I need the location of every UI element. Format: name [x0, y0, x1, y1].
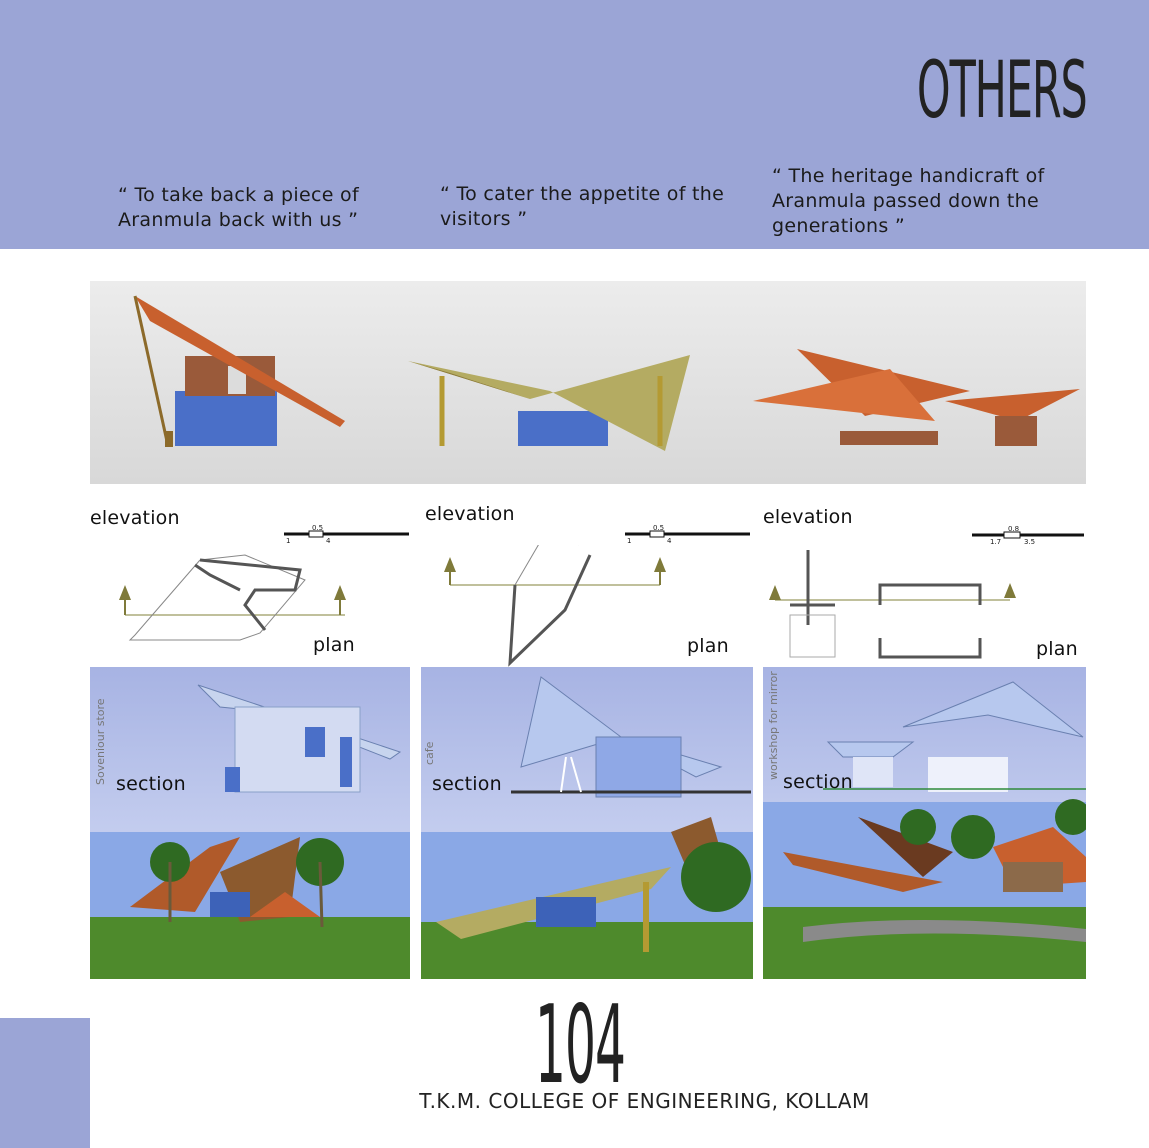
plan-label-workshop: plan	[1036, 638, 1078, 660]
elevation-workshop	[753, 349, 1080, 446]
elevation-cafe	[408, 355, 690, 451]
scale-tick-1: 1	[627, 537, 632, 545]
section-cafe-drawing	[421, 667, 753, 979]
elevation-souvenir-store	[135, 296, 345, 447]
elevation-label-workshop: elevation	[763, 506, 853, 528]
quote-workshop: “ The heritage handicraft of Aranmula passed down the generations ”	[772, 165, 1045, 237]
scale-tick-3: 4	[667, 537, 672, 545]
page-title: OTHERS	[917, 46, 1087, 136]
scale-tick-2: 0.5	[653, 524, 665, 532]
section-label-souvenir: section	[116, 773, 186, 795]
building-label-cafe: cafe	[423, 741, 436, 765]
section-label-workshop: section	[783, 771, 853, 793]
plan-workshop	[769, 550, 1016, 657]
elevation-label-souvenir: elevation	[90, 507, 180, 529]
scale-tick-3: 3.5	[1024, 538, 1036, 546]
quote-cafe: “ To cater the appetite of the visitors ”	[440, 183, 725, 230]
plan-souvenir-store	[119, 555, 346, 640]
elevation-label-cafe: elevation	[425, 503, 515, 525]
scale-tick-2: 0.5	[312, 524, 324, 532]
quote-souvenir: “ To take back a piece of Aranmula back with us ”	[118, 184, 359, 231]
building-label-souvenir: Soveniour store	[94, 698, 107, 785]
section-souvenir-drawing	[90, 667, 410, 979]
building-label-workshop: workshop for mirror	[767, 671, 780, 780]
scale-tick-3: 4	[326, 537, 331, 545]
plan-label-cafe: plan	[687, 635, 729, 657]
elevation-strip	[90, 281, 1086, 484]
scale-tick-1: 1	[286, 537, 291, 545]
corner-accent-block	[0, 1018, 90, 1148]
elevation-renders	[90, 281, 1086, 484]
panel-cafe	[421, 667, 753, 979]
plan-label-souvenir: plan	[313, 634, 355, 656]
panel-souvenir-store	[90, 667, 410, 979]
footer-institution: T.K.M. COLLEGE OF ENGINEERING, KOLLAM	[419, 1089, 870, 1113]
page-number: 104	[535, 983, 626, 1108]
plan-cafe	[444, 545, 666, 663]
scale-tick-1: 1.7	[990, 538, 1002, 546]
section-workshop-drawing	[763, 667, 1086, 979]
plan-drawings	[90, 545, 1086, 670]
section-label-cafe: section	[432, 773, 502, 795]
panel-workshop	[763, 667, 1086, 979]
scale-tick-2: 0.8	[1008, 525, 1020, 533]
